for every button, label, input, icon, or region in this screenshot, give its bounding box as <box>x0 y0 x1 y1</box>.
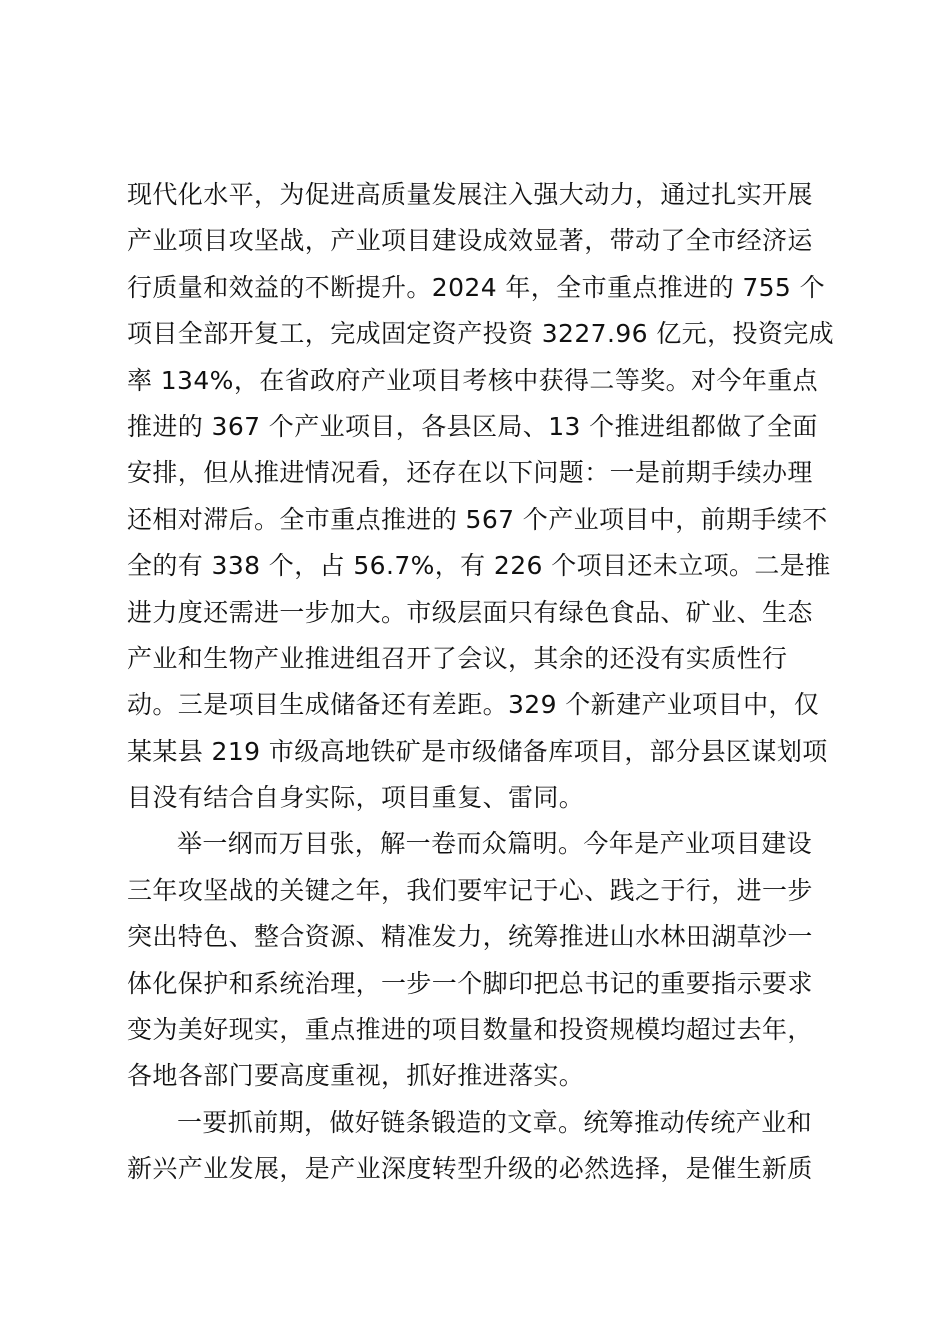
text-line: 还相对滞后。全市重点推进的 567 个产业项目中，前期手续不 <box>127 504 828 534</box>
text-line: 推进的 367 个产业项目，各县区局、13 个推进组都做了全面 <box>127 411 818 441</box>
text-line: 各地各部门要高度重视，抓好推进落实。 <box>127 1061 585 1091</box>
text-line: 体化保护和系统治理，一步一个脚印把总书记的重要指示要求 <box>127 968 813 998</box>
text-line: 产业和生物产业推进组召开了会议，其余的还没有实质性行 <box>127 643 788 673</box>
text-line: 率 134%，在省政府产业项目考核中获得二等奖。对今年重点 <box>127 365 819 395</box>
text-line: 动。三是项目生成储备还有差距。329 个新建产业项目中，仅 <box>127 690 820 720</box>
text-line: 进力度还需进一步加大。市级层面只有绿色食品、矿业、生态 <box>127 597 813 627</box>
paragraph-3 <box>127 1100 827 1193</box>
text-line: 现代化水平，为促进高质量发展注入强大动力，通过扎实开展 <box>127 180 813 209</box>
text-line: 某某县 219 市级高地铁矿是市级储备库项目，部分县区谋划项 <box>127 736 828 766</box>
text-line: 产业项目攻坚战，产业项目建设成效显著，带动了全市经济运 <box>127 226 813 256</box>
text-line: 三年攻坚战的关键之年，我们要牢记于心、践之于行，进一步 <box>127 875 813 905</box>
text-line: 一要抓前期，做好链条锻造的文章。统筹推动传统产业和 <box>177 1107 813 1137</box>
text-line: 目没有结合自身实际，项目重复、雷同。 <box>127 783 585 813</box>
paragraph-2 <box>127 821 827 1099</box>
text-line: 突出特色、整合资源、精准发力，统筹推进山水林田湖草沙一 <box>127 922 813 952</box>
paragraph-1 <box>127 172 835 821</box>
text-line: 变为美好现实，重点推进的项目数量和投资规模均超过去年， <box>127 1015 813 1045</box>
text-line: 安排，但从推进情况看，还存在以下问题：一是前期手续办理 <box>127 458 813 488</box>
document-body <box>127 172 835 1193</box>
text-line: 全的有 338 个，占 56.7%，有 226 个项目还未立项。二是推 <box>127 551 831 581</box>
text-line: 新兴产业发展，是产业深度转型升级的必然选择，是催生新质 <box>127 1154 813 1184</box>
text-line: 项目全部开复工，完成固定资产投资 3227.96 亿元，投资完成 <box>127 319 835 349</box>
text-line: 举一纲而万目张，解一卷而众篇明。今年是产业项目建设 <box>177 829 813 859</box>
text-line: 行质量和效益的不断提升。2024 年，全市重点推进的 755 个 <box>127 272 825 302</box>
